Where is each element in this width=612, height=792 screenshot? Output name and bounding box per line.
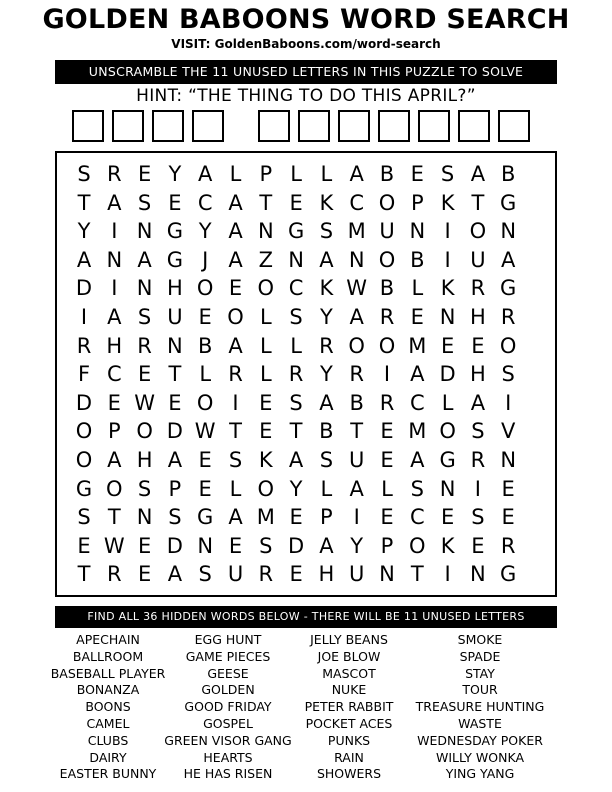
grid-letter[interactable]: R <box>500 533 516 558</box>
grid-letter[interactable]: A <box>228 333 243 358</box>
grid-letter[interactable]: E <box>410 162 424 186</box>
grid-letter[interactable]: E <box>380 419 394 444</box>
grid-letter[interactable]: G <box>500 562 517 587</box>
grid-letter[interactable]: M <box>408 333 427 358</box>
grid-letter[interactable]: R <box>379 390 395 415</box>
grid-letter[interactable]: N <box>288 247 304 272</box>
grid-letter[interactable]: N <box>500 219 517 244</box>
grid-letter[interactable]: K <box>319 276 334 301</box>
grid-letter[interactable]: T <box>259 190 273 215</box>
grid-letter[interactable]: Y <box>289 476 303 501</box>
word-list-item: BOONS <box>85 699 131 715</box>
word-list-item: SHOWERS <box>316 766 382 782</box>
grid-letter[interactable]: G <box>500 190 517 215</box>
grid-letter[interactable]: D <box>75 276 93 301</box>
grid-letter[interactable]: E <box>137 562 152 587</box>
grid-letter[interactable]: L <box>290 333 302 358</box>
grid-letter[interactable]: L <box>411 276 424 301</box>
grid-letter[interactable]: A <box>107 305 122 329</box>
grid-letter[interactable]: R <box>137 333 152 358</box>
grid-letter[interactable]: N <box>470 562 486 587</box>
grid-letter[interactable]: O <box>196 276 214 301</box>
grid-letter[interactable]: V <box>501 419 516 444</box>
grid-letter[interactable]: E <box>137 162 152 186</box>
grid-letter[interactable]: G <box>166 247 184 272</box>
grid-letter[interactable]: L <box>320 162 333 186</box>
grid-letter[interactable]: E <box>471 333 485 358</box>
grid-letter[interactable]: L <box>229 476 242 501</box>
grid-letter[interactable]: W <box>346 276 368 301</box>
grid-letter[interactable]: D <box>166 419 183 444</box>
grid-letter[interactable]: A <box>410 362 425 387</box>
word-list-item: NUKE <box>331 682 367 698</box>
grid-letter[interactable]: S <box>319 448 334 472</box>
grid-letter[interactable]: L <box>259 362 272 387</box>
grid-letter[interactable]: A <box>319 390 334 415</box>
word-list-item: EGG HUNT <box>194 632 262 647</box>
grid-letter[interactable]: K <box>440 533 455 558</box>
grid-letter[interactable]: M <box>347 219 366 244</box>
grid-letter[interactable]: O <box>378 190 396 215</box>
grid-letter[interactable]: N <box>439 476 456 501</box>
instruction-banner: UNSCRAMBLE THE 11 UNUSED LETTERS IN THIS PUZZLE TO SOLVE <box>55 60 557 84</box>
grid-letter[interactable]: E <box>289 562 303 587</box>
grid-letter[interactable]: E <box>198 448 212 472</box>
grid-letter[interactable]: K <box>440 190 455 215</box>
grid-letter[interactable]: T <box>350 419 364 444</box>
grid-letter[interactable]: U <box>349 562 365 587</box>
grid-letter[interactable]: R <box>107 562 122 587</box>
word-list-item: SMOKE <box>457 632 503 647</box>
grid-letter[interactable]: A <box>349 476 364 501</box>
grid-letter[interactable]: N <box>197 533 214 558</box>
word-list-item: TREASURE HUNTING <box>415 699 545 715</box>
grid-letter[interactable]: G <box>500 276 517 301</box>
grid-letter[interactable]: R <box>76 333 92 358</box>
grid-letter[interactable]: A <box>470 162 486 186</box>
grid-letter[interactable]: S <box>501 362 515 387</box>
grid-letter[interactable]: R <box>319 333 334 358</box>
grid-letter[interactable]: S <box>137 190 152 215</box>
hint-text: HINT: “THE THING TO DO THIS APRIL?” <box>136 86 476 106</box>
grid-letter[interactable]: N <box>348 247 365 272</box>
word-list-item: GOLDEN <box>201 682 255 698</box>
word-list-item: CAMEL <box>86 716 130 731</box>
grid-letter[interactable]: O <box>227 305 244 329</box>
grid-letter[interactable]: S <box>198 562 212 587</box>
grid-letter[interactable]: C <box>288 276 304 301</box>
grid-letter[interactable]: S <box>77 162 91 186</box>
answer-box[interactable] <box>378 110 410 142</box>
grid-letter[interactable]: C <box>409 390 425 415</box>
grid-letter[interactable]: I <box>505 390 512 415</box>
word-list-item: JOE BLOW <box>317 648 381 664</box>
grid-letter[interactable]: O <box>439 419 456 444</box>
grid-letter[interactable]: B <box>197 333 213 358</box>
grid-letter[interactable]: E <box>501 476 515 501</box>
grid-letter[interactable]: I <box>111 276 118 301</box>
grid-letter[interactable]: P <box>107 419 121 444</box>
grid-letter[interactable]: S <box>410 476 424 501</box>
grid-letter[interactable]: O <box>75 419 93 444</box>
grid-letter[interactable]: Z <box>258 247 273 272</box>
grid-letter[interactable]: A <box>167 448 183 472</box>
answer-boxes <box>72 110 542 146</box>
answer-box[interactable] <box>72 110 104 142</box>
letter-grid <box>55 151 557 597</box>
grid-letter[interactable]: U <box>349 448 365 472</box>
grid-letter[interactable]: A <box>107 448 122 472</box>
grid-letter[interactable]: C <box>197 190 213 215</box>
grid-letter[interactable]: U <box>227 562 244 587</box>
grid-letter[interactable]: A <box>319 533 334 558</box>
grid-letter[interactable]: S <box>471 419 485 444</box>
grid-letter[interactable]: O <box>378 333 396 358</box>
grid-letter[interactable]: W <box>103 533 125 558</box>
grid-letter[interactable]: H <box>469 362 486 387</box>
grid-letter[interactable]: A <box>349 305 364 329</box>
grid-letter[interactable]: I <box>444 219 451 244</box>
grid-letter[interactable]: N <box>439 305 456 329</box>
grid-letter[interactable]: D <box>439 362 456 387</box>
grid-letter[interactable]: N <box>136 276 153 301</box>
grid-letter[interactable]: G <box>75 476 93 501</box>
grid-letter[interactable]: H <box>318 562 335 587</box>
word-list-item: TOUR <box>462 682 498 698</box>
grid-letter[interactable]: S <box>289 305 303 329</box>
grid-letter[interactable]: D <box>75 390 93 415</box>
grid-letter[interactable]: S <box>168 505 182 530</box>
grid-letter[interactable]: T <box>168 362 182 387</box>
grid-letter[interactable]: Y <box>350 533 364 558</box>
word-list-item: PETER RABBIT <box>304 699 394 715</box>
grid-letter[interactable]: U <box>167 305 183 329</box>
grid-letter[interactable]: O <box>499 333 517 358</box>
grid-letter[interactable]: N <box>409 219 426 244</box>
grid-letter[interactable]: R <box>258 562 274 587</box>
grid-letter[interactable]: E <box>440 333 455 358</box>
answer-box[interactable] <box>192 110 224 142</box>
grid-letter[interactable]: C <box>409 505 425 530</box>
grid-letter[interactable]: S <box>137 305 152 329</box>
word-list-item: POCKET ACES <box>305 716 393 731</box>
grid-letter[interactable]: N <box>379 562 395 587</box>
grid-letter[interactable]: E <box>440 505 455 530</box>
grid-letter[interactable]: E <box>410 305 424 329</box>
grid-letter[interactable]: I <box>111 219 118 244</box>
word-list-item: PUNKS <box>327 732 371 748</box>
grid-letter[interactable]: I <box>444 562 451 587</box>
grid-letter[interactable]: T <box>77 562 91 587</box>
grid-letter[interactable]: C <box>106 362 122 387</box>
grid-letter[interactable]: R <box>470 448 486 472</box>
grid-letter[interactable]: R <box>349 362 364 387</box>
grid-letter[interactable]: O <box>257 476 275 501</box>
grid-letter[interactable]: O <box>378 247 396 272</box>
answer-box[interactable] <box>418 110 450 142</box>
grid-letter[interactable]: S <box>259 533 273 558</box>
grid-letter[interactable]: A <box>167 562 183 587</box>
grid-letter[interactable]: H <box>106 333 123 358</box>
grid-letter[interactable]: K <box>440 276 455 301</box>
grid-letter[interactable]: W <box>134 390 155 415</box>
grid-letter[interactable]: L <box>229 162 242 186</box>
word-list-item: EASTER BUNNY <box>59 766 157 782</box>
grid-letter[interactable]: T <box>229 419 242 444</box>
grid-letter[interactable]: F <box>77 362 91 387</box>
grid-letter[interactable]: M <box>256 505 275 530</box>
grid-letter[interactable]: R <box>379 305 395 329</box>
grid-letter[interactable]: K <box>319 190 334 215</box>
grid-letter[interactable]: H <box>469 305 486 329</box>
grid-letter[interactable]: I <box>383 362 391 387</box>
page-title: GOLDEN BABOONS WORD SEARCH <box>42 4 570 35</box>
grid-letter[interactable]: E <box>77 533 91 558</box>
grid-letter[interactable]: O <box>75 448 93 472</box>
grid-letter[interactable]: A <box>228 505 243 530</box>
answer-box[interactable] <box>458 110 490 142</box>
grid-letter[interactable]: N <box>257 219 274 244</box>
grid-letter[interactable]: I <box>232 390 239 415</box>
word-list-item: GREEN VISOR GANG <box>164 732 292 748</box>
grid-letter[interactable]: A <box>137 247 152 272</box>
grid-letter[interactable]: E <box>380 448 394 472</box>
word-list-item: STAY <box>465 665 495 681</box>
grid-letter[interactable]: G <box>197 505 214 530</box>
grid-letter[interactable]: B <box>349 390 364 415</box>
grid-letter[interactable]: D <box>288 533 305 558</box>
grid-letter[interactable]: E <box>289 190 303 215</box>
grid-letter[interactable]: E <box>289 505 303 530</box>
word-list-item: APECHAIN <box>76 632 140 647</box>
grid-letter[interactable]: U <box>470 247 486 272</box>
word-list-item: GEESE <box>207 665 249 681</box>
grid-letter[interactable]: L <box>320 476 333 501</box>
grid-letter[interactable]: A <box>228 190 243 215</box>
grid-letter[interactable]: O <box>136 419 153 444</box>
grid-letter[interactable]: R <box>288 362 304 387</box>
grid-letter[interactable]: I <box>353 505 360 530</box>
grid-letter[interactable]: B <box>319 419 334 444</box>
grid-letter[interactable]: E <box>198 305 212 329</box>
grid-letter[interactable]: S <box>440 162 455 186</box>
grid-letter[interactable]: E <box>259 390 273 415</box>
grid-letter[interactable]: L <box>259 305 272 329</box>
grid-letter[interactable]: E <box>259 419 273 444</box>
grid-letter[interactable]: H <box>166 276 183 301</box>
grid-letter[interactable]: T <box>410 562 424 587</box>
grid-letter[interactable]: O <box>196 390 214 415</box>
grid-letter[interactable]: L <box>441 390 454 415</box>
grid-letter[interactable]: K <box>258 448 273 472</box>
grid-letter[interactable]: B <box>410 247 425 272</box>
grid-letter[interactable]: Y <box>319 362 333 387</box>
grid-letter[interactable]: A <box>107 190 122 215</box>
word-list-item: DAIRY <box>89 749 127 765</box>
answer-box[interactable] <box>152 110 184 142</box>
grid-letter[interactable]: L <box>259 333 272 358</box>
grid-letter[interactable]: S <box>471 505 485 530</box>
grid-letter[interactable]: L <box>381 476 393 501</box>
word-list-item: HE HAS RISEN <box>183 766 273 782</box>
grid-letter[interactable]: W <box>194 419 216 444</box>
grid-letter[interactable]: E <box>107 390 121 415</box>
answer-box[interactable] <box>338 110 370 142</box>
grid-letter[interactable]: E <box>471 533 485 558</box>
grid-letter[interactable]: G <box>166 219 184 244</box>
word-list-item: HEARTS <box>203 749 253 765</box>
word-list-item: BASEBALL PLAYER <box>50 665 166 681</box>
word-list-item: GOSPEL <box>203 716 253 731</box>
grid-letter[interactable]: R <box>107 162 122 186</box>
grid-letter[interactable]: A <box>410 448 425 472</box>
grid-letter[interactable]: S <box>289 390 303 415</box>
grid-letter[interactable]: S <box>77 505 91 530</box>
grid-letter[interactable]: U <box>379 219 395 244</box>
grid-letter[interactable]: B <box>379 276 395 301</box>
grid-letter[interactable]: R <box>228 362 243 387</box>
grid-letter[interactable]: A <box>470 390 486 415</box>
grid-letter[interactable]: R <box>500 305 516 329</box>
grid-letter[interactable]: T <box>289 419 303 444</box>
grid-letter[interactable]: L <box>199 362 212 387</box>
grid-letter[interactable]: B <box>379 162 395 186</box>
grid-letter[interactable]: T <box>471 190 485 215</box>
word-list-item: GAME PIECES <box>185 648 271 664</box>
word-list-item: RAIN <box>334 749 364 765</box>
grid-letter[interactable]: S <box>319 219 334 244</box>
word-list-item: WASTE <box>458 716 502 731</box>
grid-letter[interactable]: A <box>288 448 304 472</box>
grid-letter[interactable]: A <box>228 219 243 244</box>
answer-box[interactable] <box>498 110 530 142</box>
word-list-item: BALLROOM <box>72 648 144 664</box>
grid-letter[interactable]: A <box>228 247 243 272</box>
word-list-item: SPADE <box>459 648 501 664</box>
grid-letter[interactable]: P <box>259 162 273 186</box>
grid-letter[interactable]: P <box>320 505 333 530</box>
grid-letter[interactable]: Y <box>77 219 91 244</box>
grid-letter[interactable]: Y <box>198 219 212 244</box>
grid-letter[interactable]: I <box>444 247 451 272</box>
grid-letter[interactable]: I <box>80 305 88 329</box>
word-list-item: JELLY BEANS <box>310 632 388 647</box>
grid-letter[interactable]: A <box>198 162 213 186</box>
grid-letter[interactable]: A <box>501 247 516 272</box>
word-list-item: WILLY WONKA <box>435 749 525 765</box>
grid-letter[interactable]: P <box>168 476 182 501</box>
grid-letter[interactable]: N <box>167 333 183 358</box>
grid-letter[interactable]: N <box>500 448 517 472</box>
grid-letter[interactable]: O <box>106 476 123 501</box>
grid-letter[interactable]: B <box>500 162 516 186</box>
grid-letter[interactable]: E <box>380 505 394 530</box>
word-list-item: CLUBS <box>87 732 129 748</box>
grid-letter[interactable]: H <box>136 448 153 472</box>
grid-letter[interactable]: S <box>228 448 243 472</box>
grid-letter[interactable]: S <box>137 476 152 501</box>
grid-letter[interactable]: L <box>290 162 302 186</box>
visit-url-text: VISIT: GoldenBaboons.com/word-search <box>171 37 441 51</box>
grid-letter[interactable]: O <box>348 333 365 358</box>
word-list-item: MASCOT <box>322 665 376 681</box>
grid-letter[interactable]: P <box>410 190 424 215</box>
answer-box[interactable] <box>298 110 330 142</box>
answer-box[interactable] <box>258 110 290 142</box>
grid-letter[interactable]: A <box>349 162 364 186</box>
grid-letter[interactable]: E <box>228 276 243 301</box>
word-list-item: WEDNESDAY POKER <box>417 732 543 748</box>
grid-letter[interactable]: E <box>228 533 243 558</box>
grid-letter[interactable]: G <box>439 448 456 472</box>
grid-letter[interactable]: P <box>380 533 394 558</box>
grid-letter[interactable]: I <box>474 476 481 501</box>
grid-letter[interactable]: D <box>166 533 183 558</box>
grid-letter[interactable]: J <box>202 247 209 272</box>
word-list-item: YING YANG <box>445 766 515 782</box>
word-list-item: GOOD FRIDAY <box>184 699 272 715</box>
word-list-item: BONANZA <box>76 682 140 698</box>
grid-letter[interactable]: O <box>409 533 426 558</box>
grid-letter[interactable]: E <box>137 533 152 558</box>
grid-letter[interactable]: G <box>287 219 305 244</box>
answer-box[interactable] <box>112 110 144 142</box>
grid-letter[interactable]: T <box>77 190 91 215</box>
grid-letter[interactable]: E <box>198 476 212 501</box>
grid-letter[interactable]: Y <box>319 305 333 329</box>
grid-letter[interactable]: E <box>501 505 515 530</box>
grid-letter[interactable]: N <box>136 219 153 244</box>
grid-letter[interactable]: O <box>469 219 487 244</box>
grid-letter[interactable]: E <box>168 390 182 415</box>
grid-letter[interactable]: A <box>319 247 334 272</box>
grid-letter[interactable]: T <box>107 505 121 530</box>
find-words-banner: FIND ALL 36 HIDDEN WORDS BELOW - THERE WILL BE 11 UNUSED LETTERS <box>55 606 557 628</box>
grid-letter[interactable]: M <box>408 419 427 444</box>
grid-letter[interactable]: N <box>106 247 123 272</box>
grid-letter[interactable]: Y <box>168 162 182 186</box>
grid-letter[interactable]: O <box>257 276 275 301</box>
grid-letter[interactable]: E <box>137 362 152 387</box>
grid-letter[interactable]: A <box>76 247 92 272</box>
grid-letter[interactable]: C <box>349 190 365 215</box>
grid-letter[interactable]: R <box>470 276 486 301</box>
word-list <box>40 632 572 788</box>
grid-letter[interactable]: N <box>136 505 153 530</box>
grid-letter[interactable]: E <box>168 190 182 215</box>
